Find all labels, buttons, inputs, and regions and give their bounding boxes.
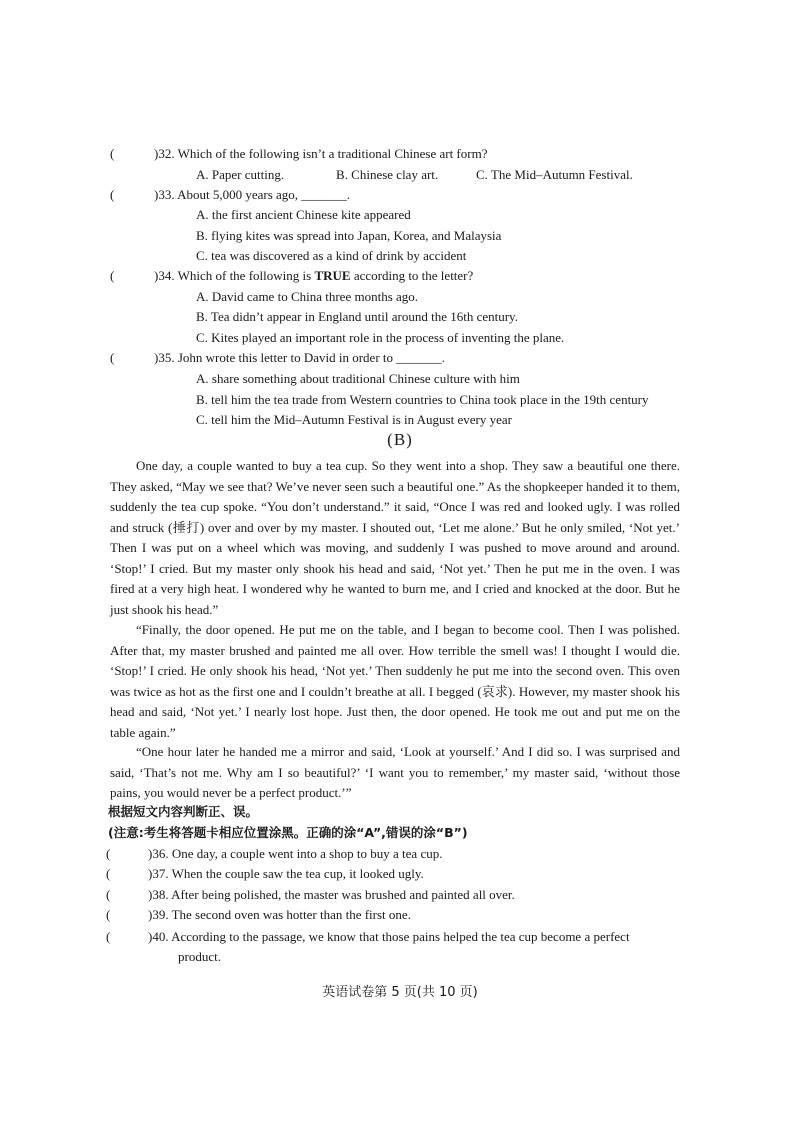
question-text: )32. Which of the following isn’t a traditional Chinese art form? bbox=[154, 146, 488, 161]
question-32 bbox=[110, 145, 487, 163]
q35-option-a: A. share something about traditional Chinese culture with him bbox=[196, 371, 520, 386]
q35-option-c: C. tell him the Mid–Autumn Festival is in August every year bbox=[196, 412, 512, 427]
answer-paren: ( bbox=[110, 350, 115, 365]
q34-option-b: B. Tea didn’t appear in England until around the 16th century. bbox=[196, 309, 518, 324]
answer-paren: ( bbox=[106, 907, 111, 922]
answer-paren: ( bbox=[106, 866, 111, 881]
q32-option-a: A. Paper cutting. bbox=[196, 167, 285, 182]
answer-paren: ( bbox=[106, 887, 111, 902]
q34-option-a: A. David came to China three months ago. bbox=[196, 289, 419, 304]
passage-paragraph-2: “Finally, the door opened. He put me on the table, and I began to become cool. Then I was polished. After that, my master brushed and painted me all over. How terrible the smell was! I thought I would die. ‘Stop!’ I cried. He only shook his head, ‘Not yet.’ Then suddenly he put me into the second oven. This oven was twice as hot as the first one and I couldn’t breathe at all. I begged (哀求). However, my master shook his head and said, ‘Not yet.’ I nearly lost hope. Just then, the door opened. He took me out and put me on the table again.” bbox=[110, 622, 680, 740]
question-text: )33. About 5,000 years ago, _______. bbox=[154, 187, 351, 202]
question-text-tail: according to the letter? bbox=[350, 268, 474, 283]
q32-option-b: B. Chinese clay art. bbox=[336, 167, 439, 182]
answer-paren: ( bbox=[106, 846, 111, 861]
question-34 bbox=[110, 267, 473, 285]
question-40-continuation: product. bbox=[178, 949, 221, 964]
answer-paren: ( bbox=[106, 929, 111, 944]
note-text: (注意:考生将答题卡相应位置涂黑。正确的涂“A”,错误的涂“B”) bbox=[108, 825, 468, 840]
section-b-title: (B) bbox=[387, 430, 413, 449]
question-text: )38. After being polished, the master was brushed and painted all over. bbox=[148, 887, 515, 902]
q33-option-a: A. the first ancient Chinese kite appeared bbox=[196, 207, 411, 222]
question-text: )36. One day, a couple went into a shop to buy a tea cup. bbox=[148, 846, 443, 861]
question-38 bbox=[106, 886, 515, 904]
question-text: )35. John wrote this letter to David in order to _______. bbox=[154, 350, 446, 365]
passage-paragraph-3: “One hour later he handed me a mirror and said, ‘Look at yourself.’ And I did so. I was surprised and said, ‘That’s not me. Why am I so beautiful?’ ‘I want you to remember,’ my master said, ‘without those pains, you would never be a perfect product.’” bbox=[110, 744, 680, 800]
q33-option-c: C. tea was discovered as a kind of drink by accident bbox=[196, 248, 467, 263]
question-text-bold: TRUE bbox=[314, 268, 351, 283]
q33-option-b: B. flying kites was spread into Japan, Korea, and Malaysia bbox=[196, 228, 502, 243]
answer-paren: ( bbox=[110, 187, 115, 202]
question-text: )39. The second oven was hotter than the first one. bbox=[148, 907, 411, 922]
q32-option-c: C. The Mid–Autumn Festival. bbox=[476, 167, 633, 182]
answer-paren: ( bbox=[110, 146, 115, 161]
q34-option-c: C. Kites played an important role in the process of inventing the plane. bbox=[196, 330, 565, 345]
question-text: )40. According to the passage, we know that those pains helped the tea cup become a perfect bbox=[148, 929, 630, 944]
page-footer: 英语试卷第 5 页(共 10 页) bbox=[322, 985, 478, 1000]
question-text: )37. When the couple saw the tea cup, it looked ugly. bbox=[148, 866, 424, 881]
question-39 bbox=[106, 906, 411, 924]
passage-paragraph-1: One day, a couple wanted to buy a tea cup. So they went into a shop. They saw a beautiful one there. They asked, “May we see that? We’ve never seen such a beautiful one.” As the shopkeeper handed it to them, suddenly the tea cup spoke. “You don’t understand.” it said, “Once I was red and looked ugly. I was rolled and struck (捶打) over and over by my master. I shouted out, ‘Let me alone.’ But he only smiled, ‘Not yet.’ Then I was put on a wheel which was moving, and suddenly I was pushed to move around and around. ‘Stop!’ I cried. But my master only shook his head and said, ‘Not yet.’ Then he put me in the oven. I was fired at a very high heat. I wondered why he wanted to burn me, and I cried and knocked at the door. But he just shook his head.” bbox=[110, 458, 680, 617]
question-35 bbox=[110, 349, 445, 367]
question-37 bbox=[106, 865, 424, 883]
q35-option-b: B. tell him the tea trade from Western countries to China took place in the 19th century bbox=[196, 392, 649, 407]
question-40 bbox=[106, 928, 630, 946]
question-36 bbox=[106, 845, 442, 863]
instruction-text: 根据短文内容判断正、误。 bbox=[108, 804, 259, 819]
answer-paren: ( bbox=[110, 268, 115, 283]
question-33 bbox=[110, 186, 350, 204]
question-text: )34. Which of the following is bbox=[154, 268, 315, 283]
